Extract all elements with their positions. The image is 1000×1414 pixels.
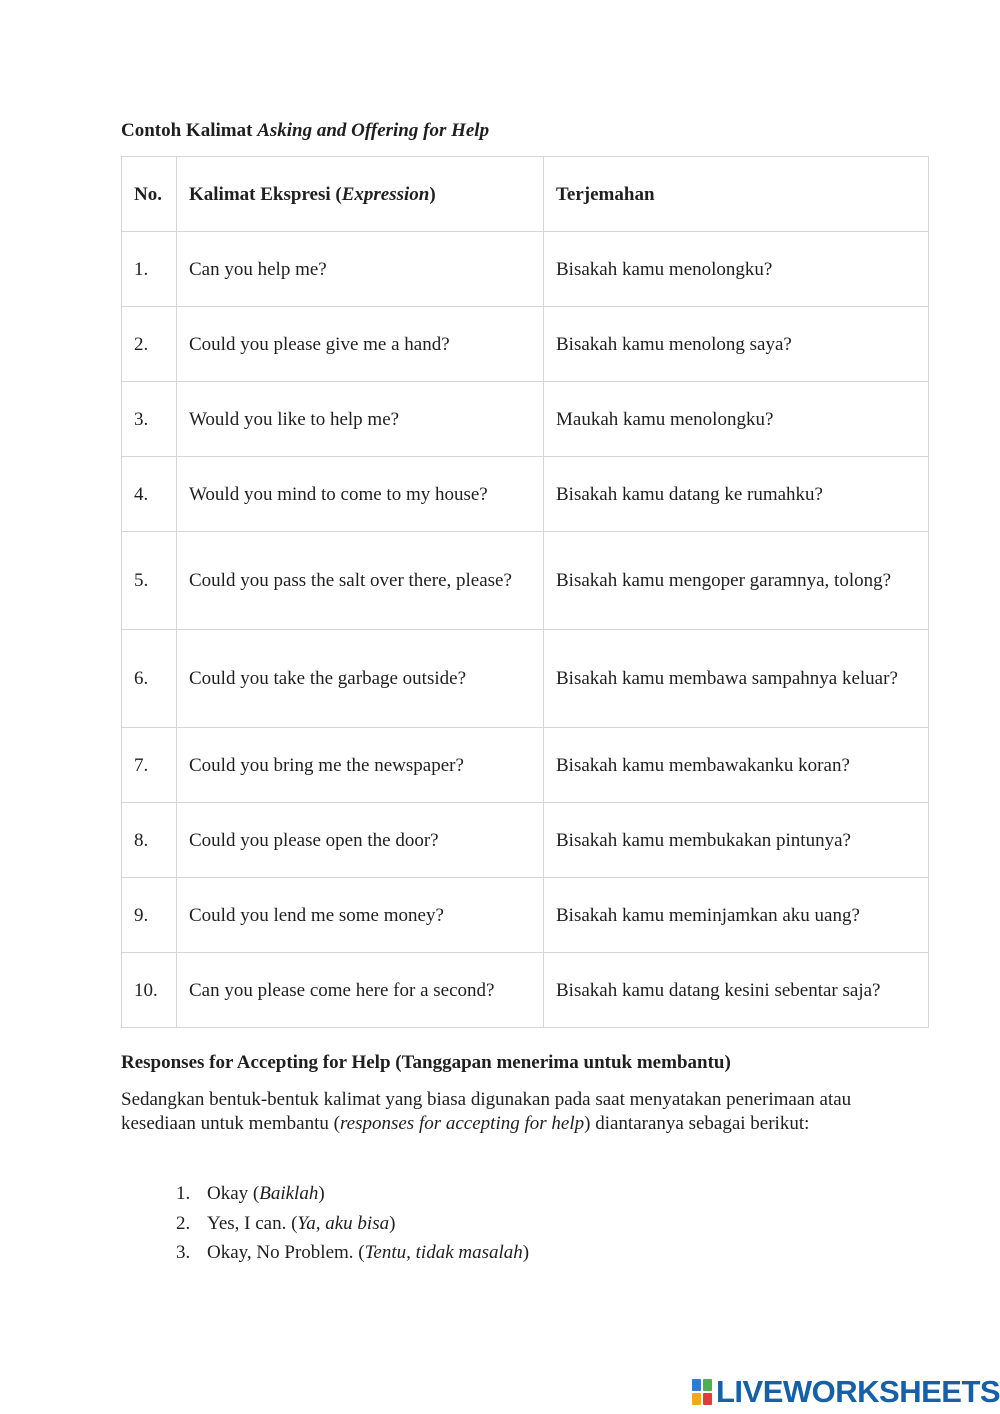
row-expression: Could you please give me a hand? [177, 307, 544, 382]
responses-list [176, 1182, 529, 1271]
list-item-text-italic: Ya, aku bisa [297, 1212, 390, 1234]
table-row [122, 630, 929, 728]
row-expression: Can you help me? [177, 232, 544, 307]
list-item-text [207, 1212, 395, 1242]
row-no: 6. [122, 630, 177, 728]
list-item-text-close: ) [522, 1242, 530, 1263]
row-no: 2. [122, 307, 177, 382]
row-expression: Can you please come here for a second? [177, 953, 544, 1028]
responses-heading: Responses for Accepting for Help (Tanggapan menerima untuk membantu) [121, 1052, 731, 1073]
row-translation: Bisakah kamu membukakan pintunya? [544, 803, 929, 878]
table-row [122, 457, 929, 532]
intro-after: ) diantaranya sebagai berikut: [584, 1113, 810, 1134]
header-expression-suffix: ) [429, 183, 436, 205]
row-expression: Could you please open the door? [177, 803, 544, 878]
list-item-text [207, 1182, 325, 1212]
row-expression: Could you bring me the newspaper? [177, 728, 544, 803]
row-no: 8. [122, 803, 177, 878]
row-no: 3. [122, 382, 177, 457]
intro-italic: responses for accepting for help [339, 1113, 585, 1134]
row-no: 10. [122, 953, 177, 1028]
table-row [122, 953, 929, 1028]
row-expression: Would you mind to come to my house? [177, 457, 544, 532]
header-expression [177, 157, 544, 232]
header-no: No. [122, 157, 177, 232]
list-item [176, 1241, 529, 1271]
liveworksheets-logo-icon [692, 1378, 714, 1406]
list-item-number: 1. [176, 1183, 191, 1204]
row-expression: Could you lend me some money? [177, 878, 544, 953]
row-translation: Bisakah kamu mengoper garamnya, tolong? [544, 532, 929, 630]
list-item-text-italic: Tentu, tidak masalah [364, 1242, 523, 1263]
list-item-text-italic: Baiklah [259, 1183, 319, 1204]
row-translation: Bisakah kamu menolongku? [544, 232, 929, 307]
row-translation: Bisakah kamu membawa sampahnya keluar? [544, 630, 929, 728]
table-row [122, 878, 929, 953]
row-no: 5. [122, 532, 177, 630]
responses-intro [121, 1088, 881, 1136]
list-item-text-close: ) [318, 1183, 325, 1204]
row-translation: Bisakah kamu meminjamkan aku uang? [544, 878, 929, 953]
row-no: 4. [122, 457, 177, 532]
row-no: 1. [122, 232, 177, 307]
list-item [176, 1182, 529, 1212]
list-item-number: 3. [176, 1242, 191, 1263]
row-no: 9. [122, 878, 177, 953]
row-translation: Bisakah kamu menolong saya? [544, 307, 929, 382]
row-translation: Bisakah kamu datang ke rumahku? [544, 457, 929, 532]
list-item-text-main: Okay, No Problem. ( [207, 1242, 365, 1263]
list-item-text-close: ) [389, 1212, 396, 1234]
intro-before: Sedangkan bentuk-bentuk kalimat yang biasa digunakan pada saat menyatakan penerimaan atau kesediaan untuk membantu ( [121, 1089, 852, 1134]
section-title-prefix: Contoh Kalimat [121, 120, 258, 141]
list-item-text [207, 1241, 529, 1271]
list-item-text-main: Okay ( [207, 1183, 260, 1204]
liveworksheets-logo [692, 1374, 1000, 1410]
header-translation: Terjemahan [544, 157, 929, 232]
row-translation: Maukah kamu menolongku? [544, 382, 929, 457]
table-header-row [122, 157, 929, 232]
row-translation: Bisakah kamu membawakanku koran? [544, 728, 929, 803]
header-expression-italic: Expression [341, 183, 430, 205]
section-title-italic: Asking and Offering for Help [257, 120, 490, 141]
table-row [122, 232, 929, 307]
header-expression-prefix: Kalimat Ekspresi ( [189, 183, 342, 205]
list-item [176, 1212, 529, 1242]
table-row [122, 803, 929, 878]
table-row [122, 532, 929, 630]
table-row [122, 382, 929, 457]
row-expression: Could you take the garbage outside? [177, 630, 544, 728]
expressions-table [121, 156, 929, 1028]
table-row [122, 728, 929, 803]
section-title [121, 120, 489, 142]
row-no: 7. [122, 728, 177, 803]
row-expression: Would you like to help me? [177, 382, 544, 457]
liveworksheets-logo-text: LIVEWORKSHEETS [716, 1374, 1000, 1409]
row-translation: Bisakah kamu datang kesini sebentar saja? [544, 953, 929, 1028]
table-row [122, 307, 929, 382]
row-expression: Could you pass the salt over there, please? [177, 532, 544, 630]
list-item-text-main: Yes, I can. ( [207, 1212, 298, 1234]
list-item-number: 2. [176, 1212, 191, 1234]
